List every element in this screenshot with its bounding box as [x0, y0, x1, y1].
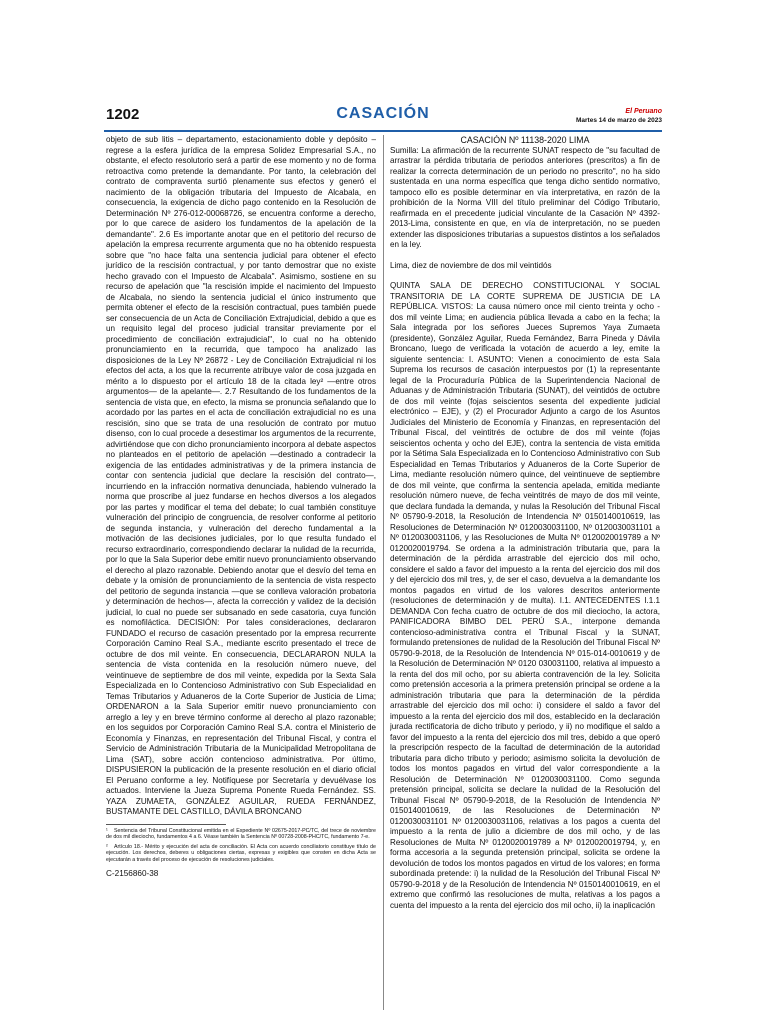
left-column	[106, 135, 376, 1010]
right-column	[390, 135, 660, 1010]
right-body-text: QUINTA SALA DE DERECHO CONSTITUCIONAL Y SOCIAL TRANSITORIA DE LA CORTE SUPREMA DE JUSTICIA DE LA REPÚBLICA. VISTOS: La causa número once mil ciento treinta y ocho - dos mil veinte Lima; en audiencia pública llevada a cabo en la fecha; la Sala integrada por los señores Jueces Supremos Yaya Zumaeta (presidente), González Aguilar, Rueda Fernández, Barra Pineda y Dávila Broncano, luego de verificada la votación de acuerdo a ley, emite la siguiente sentencia: I. ASUNTO: Vienen a conocimiento de esta Sala Suprema los recursos de casación interpuestos por (1) la representante legal de la Procuraduría Pública de la Superintendencia Nacional de Aduanas y de Administración Tributaria (SUNAT), del veintidós de octubre de dos mil veinte (fojas seiscientos sesenta del expediente judicial electrónico – EJE), y (2) el Procurador Adjunto a cargo de los Asuntos Judiciales del Ministerio de Economía y Finanzas, en representación del Tribunal Fiscal, del veintitrés de octubre de dos mil veinte (fojas seiscientos ochenta y ocho del EJE), contra la sentencia de vista emitida por la Sétima Sala Especializada en lo Contencioso Administrativo con Sub Especialidad en Temas Tributarios y Aduaneros de la Corte Superior de Lima, mediante resolución número quince, del veintinueve de septiembre de dos mil veinte, que confirma la sentencia apelada, emitida mediante resolución número nueve, de fecha veintitrés de mayo de dos mil veinte, que declara fundada la demanda, y nulas la Resolución del Tribunal Fiscal Nº 05790-9-2018, la Resolución de Intendencia Nº 0150140010619, las Resoluciones de Determinación Nº 0120030031100, Nº 0120030031101 a Nº 0120030031106, y las Resoluciones de Multa Nº 0120020019789 a Nº 0120020019794. Se ordena a la administración tributaria que, para la determinación de la pérdida arrastrable del ejercicio dos mil ocho, considere el saldo a favor del impuesto a la renta del ejercicio dos mil dos y del ejercicio dos mil tres, y, de ser el caso, devuelva a la demandante los montos pagados en virtud de los valores descritos anteriormente (resoluciones de determinación y de multa). I.1. ANTECEDENTES I.1.1 DEMANDA Con fecha cuatro de octubre de dos mil dieciocho, la actora, PANIFICADORA BIMBO DEL PERÚ S.A., interpone demanda contencioso-administrativa contra el Tribunal Fiscal y la SUNAT, formulando pretensiones de nulidad de la Resolución del Tribunal Fiscal Nº 05790-9-2018, de la Resolución de Intendencia Nº 015-014-0010619 y de la Resolución de Determinación Nº 0120 030031100, relativa al impuesto a la renta del dos mil ocho, por su abierta contravención de la ley. Solicita como pretensión accesoria a la primera pretensión principal se ordene a la administración tributaria que para la determinación de la pérdida arrastrable del ejercicio dos mil ocho: i) considere el saldo a favor del impuesto a la renta del ejercicio dos mil dos, establecido en la declaración jurada rectificatoria de dicho tributo y periodo, y ii) no modifique el saldo a favor del impuesto a la renta del ejercicio dos mil tres, debido a que operó la prescripción respecto de la facultad de determinación de la autoridad tributaria para dicho tributo y periodo; asimismo solicita la devolución de todos los montos pagados en virtud del valor correspondiente a la Resolución de Determinación Nº 0120030031100. Como segunda pretensión principal, solicita se declare la nulidad de la Resolución del Tribunal Fiscal Nº 05790-9-2018, de la Resolución de Intendencia Nº 0150140010619, de las Resoluciones de Determinación Nº 0120030031101 Nº 0120030031106, relativas a los pagos a cuenta del impuesto a la renta de julio a diciembre de dos mil ocho, y de las Resoluciones de Multa Nº 0120020019789 a Nº 0120020019794, y, en forma accesoria a la segunda pretensión principal, solicita se ordene la devolución de todos los montos pagados en virtud de los valores; en forma subordinada pretende: i) la nulidad de la Resolución del Tribunal Fiscal Nº 05790-9-2018 y de la Resolución de Intendencia Nº 0150140010619, en el extremo que confirmó las resoluciones de multa, relativas a los pagos a cuenta del impuesto a la renta del ejercicio dos mil ocho, ii) la inaplicación	[390, 281, 660, 910]
column-divider	[383, 135, 384, 1010]
section-title: CASACIÓN	[336, 105, 430, 122]
footnote-text: Artículo 18.- Mérito y ejecución del acta de conciliación. El Acta con acuerdo conciliatorio constituye título de ejecución. Los derechos, deberes u obligaciones ciertas, expresas y exigibles que consten en dicha Acta se ejecutarán a través del proceso de ejecución de resoluciones judiciales.	[106, 843, 376, 863]
footnote	[106, 828, 376, 841]
left-body-text: objeto de sub litis – departamento, estacionamiento doble y depósito – regrese a la esfera jurídica de la empresa Solidez Empresarial S.A., no obstante, el efecto resolutorio será a partir de ese momento y no de forma retroactiva como pretende la demandante. Por tanto, la celebración del contrato de compraventa surtió plenamente sus efectos y generó el nacimiento de la obligación tributaria del Impuesto de Alcabala, en consecuencia, la exigencia de dicho pago contenido en la Resolución de Determinación Nº 276-012-00068726, se encuentra conforme a derecho, por lo que carece de asidero los fundamentos de la apelación de la demandante". 2.6 Es importante anotar que en el petitorio del recurso de apelación la empresa recurrente argumenta que no ha obtenido respuesta sobre que "no hace falta una sentencia judicial para obtener el efecto jurídico de la rescisión contractual, y por tanto demostrar que no existe hecho gravado con el Impuesto de Alcabala". Asimismo, sostiene en su recurso de apelación que "la rescisión impide el nacimiento del Impuesto de Alcabala, no siendo la sentencia judicial el único instrumento que permita obtener el efecto de la rescisión contractual, pues también puede ser consecuencia de un Acta de Conciliación Extrajudicial, debido a que es un requisito legal del proceso judicial transitar previamente por el procedimiento de conciliación extrajudicial", lo cual no ha obtenido pronunciamiento en la recurrida, que tampoco ha analizado las disposiciones de la Ley Nº 26872 - Ley de Conciliación Extrajudicial ni los efectos del acta, a los que la recurrente atribuye valor de cosa juzgada en mérito a lo dispuesto por el artículo 18 de la citada ley² —entre otros argumentos— de la apelante—. 2.7 Resultando de los fundamentos de la sentencia de vista que, en efecto, la misma se pronuncia señalando que lo acordado por las partes en el acta de conciliación extrajudicial no es una rescisión, sino que se trata de una resolución de contrato por mutuo disenso, con lo cual procede a desestimar los argumentos de la recurrente, advirtiéndose que con dicho pronunciamiento incorpora al debate aspectos no planteados en el petitorio de apelación —destinado a contradecir la exigencia de las entidades administrativas y de la primera instancia de contar con sentencia judicial que declare la rescisión del contrato—, incurriendo en la infracción normativa denunciada, habiendo vulnerado la norma que proscribe al juez fundarse en hechos diversos a los alegados por las partes y modificar el tema del debate; lo cual también constituye vulneración del principio de congruencia, de resolver conforme al petitorio de segunda instancia, y vulneración del derecho fundamental a la motivación de las decisiones judiciales, por lo que resulta fundado el recurso extraordinario, correspondiendo declarar la nulidad de la recurrida, por lo que la Sala Superior debe emitir nuevo pronunciamiento observando el derecho al plazo razonable. Debiendo anotar que el desvío del tema en debate y la omisión de pronunciamiento de la sentencia de vista respecto del petitorio de segunda instancia —que se conlleva valoración probatoria y determinación de hechos—, afecta la corrección y validez de la decisión judicial, lo cual no puede ser subsanado en sede casatoria, cuya función es nomofiláctica. DECISIÓN: Por tales consideraciones, declararon FUNDADO el recurso de casación presentado por la empresa recurrente Corporación Camino Real S.A., mediante escrito presentado el trece de octubre de dos mil veinte. En consecuencia, DECLARARON NULA la sentencia de vista contenida en la resolución número nueve, del veintinueve de septiembre de dos mil veinte, expedida por la Sexta Sala Especializada en lo Contencioso Administrativo con Sub Especialidad en Temas Tributarios y Aduaneros de la Corte Superior de Justicia de Lima; ORDENARON a la Sala Superior emitir nuevo pronunciamiento con arreglo a ley y en breve término conforme al derecho al plazo razonable; en los seguidos por Corporación Camino Real S.A. contra el Ministerio de Economía y Finanzas, en representación del Tribunal Fiscal, y contra el Servicio de Administración Tributaria de la Municipalidad Metropolitana de Lima (SAT), sobre acción contencioso administrativa. Por último, DISPUSIERON la publicación de la presente resolución en el diario oficial El Peruano conforme a ley. Notifíquese por Secretaría y devuélvase los actuados. Interviene la Jueza Suprema Ponente Rueda Fernández. SS. YAZA ZUMAETA, GONZÁLEZ AGUILAR, RUEDA FERNÁNDEZ, BUSTAMANTE DEL CASTILLO, DÁVILA BRONCANO	[106, 135, 376, 816]
case-title: CASACIÓN Nº 11138-2020 LIMA	[460, 135, 590, 145]
header-rule	[104, 130, 662, 132]
footnote-rule	[106, 824, 226, 825]
newspaper-page	[104, 104, 662, 1014]
publication-date: Martes 14 de marzo de 2023	[576, 117, 662, 124]
place-date: Lima, diez de noviembre de dos mil veintidós	[390, 260, 552, 270]
newspaper-brand: El Peruano	[625, 108, 662, 115]
page-number: 1202	[106, 106, 140, 123]
footnote-index: ¹	[106, 827, 108, 834]
footnote-index: ²	[106, 843, 108, 850]
footnote	[106, 844, 376, 864]
summary-text: Sumilla: La afirmación de la recurrente SUNAT respecto de "su facultad de arrastrar la pérdida tributaria de periodos anteriores (prescritos) a fin de realizar la correcta determinación de un periodo no prescrito", no ha sido sustentada en una norma específica que tenga dicho sentido normativo, tampoco ello es posible determinar en vía interpretativa, en razón de la prohibición de la Norma VIII del título preliminar del Código Tributario, reafirmada en el precedente judicial vinculante de la Casación Nº 4392-2013-Lima, consistente en que, en vía de interpretación, no se pueden extender las disposiciones tributarias a supuestos distintos a los señalados en la ley.	[390, 145, 660, 249]
publication-code: C-2156860-38	[106, 869, 159, 878]
columns	[104, 135, 662, 1010]
page-header	[104, 104, 662, 128]
footnote-text: Sentencia del Tribunal Constitucional emitida en el Expediente Nº 02675-2017-PC/TC, del trece de noviembre de dos mil dieciocho, fundamentos 4 a 6. Véase también la Sentencia Nº 00728-2008-PHC/TC, fundamento 7-e.	[106, 827, 376, 840]
